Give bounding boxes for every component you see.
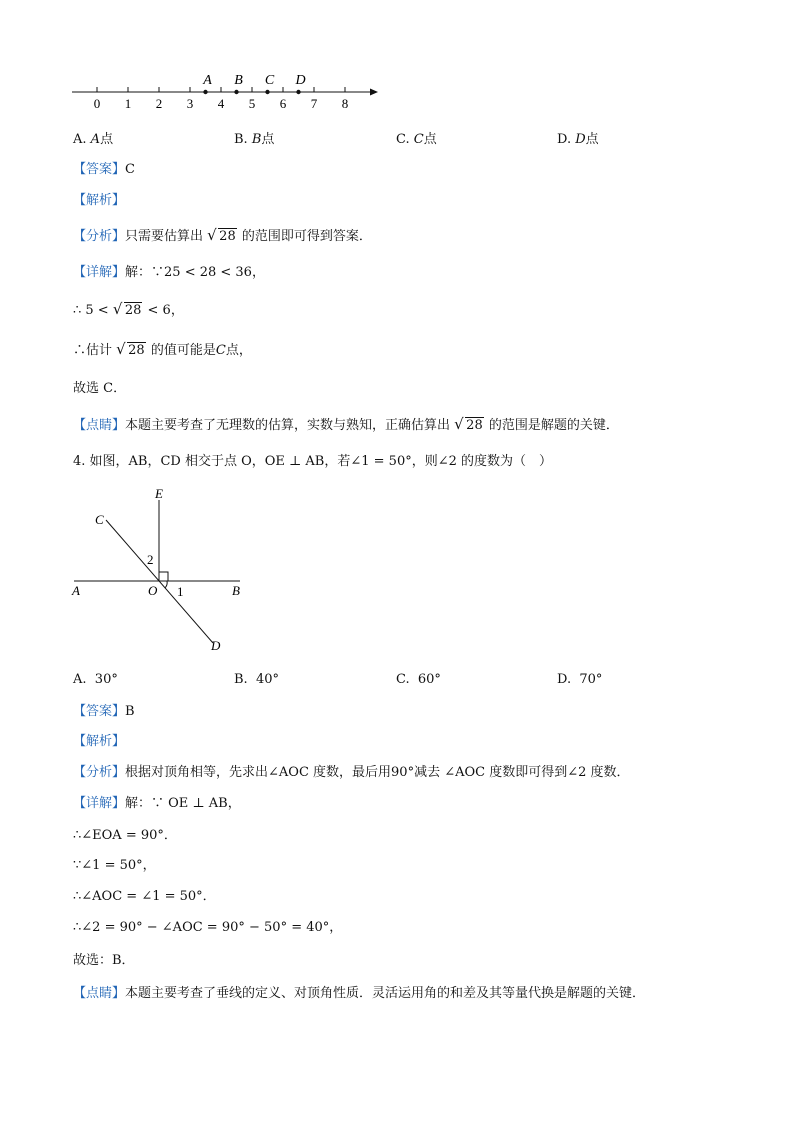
option-text: 40° [255, 672, 279, 687]
solution-text: 解：∵25 < 28 < 36， [125, 265, 265, 280]
q4-stem: 4. 如图，AB，CD 相交于点 O，OE ⊥ AB，若∠1 = 50°，则∠2 的度数为（ ） [73, 454, 553, 469]
label-c: C [95, 512, 104, 527]
q3-option-b[interactable] [234, 131, 274, 149]
sqrt-radicand: 28 [466, 418, 483, 433]
q4-option-d[interactable] [557, 671, 602, 689]
sqrt-radicand: 28 [124, 303, 142, 318]
option-letter: C. [396, 132, 410, 147]
sqrt-expression [455, 417, 484, 435]
option-var: D [575, 132, 586, 147]
option-letter: A. [73, 672, 87, 687]
q3-dianjing [73, 417, 619, 435]
q4-option-a[interactable] [73, 671, 118, 689]
fenxi-text-b: 的范围即可得到答案． [241, 229, 372, 244]
label-o: O [148, 583, 158, 598]
option-letter: A. [73, 132, 87, 147]
option-suffix: 点 [423, 132, 437, 147]
right-angle-mark [159, 572, 168, 581]
label-e: E [155, 486, 163, 501]
dianjing-tag: 【点睛】 [73, 986, 126, 1001]
option-letter: C. [396, 672, 410, 687]
number-line-point-label: B [234, 73, 243, 88]
number-line-tick-label: 1 [124, 96, 132, 111]
option-letter: B. [234, 132, 248, 147]
q4-xiangjie-line2: ∴∠EOA = 90°． [73, 828, 177, 843]
option-var: B [251, 132, 262, 147]
number-line-tick-label: 8 [341, 96, 349, 111]
q4-analysis-tag: 【解析】 [73, 734, 126, 749]
q4-xiangjie-line4: ∴∠AOC = ∠1 = 50°． [73, 889, 216, 904]
fenxi-tag: 【分析】 [73, 765, 126, 780]
q3-xiangjie-line2 [73, 302, 184, 320]
option-text: 70° [579, 672, 603, 687]
q3-xiangjie-line4: 故选 C． [73, 381, 127, 396]
q3-option-c[interactable] [396, 131, 437, 149]
xiangjie-tag: 【详解】 [73, 265, 126, 280]
answer-value: C [125, 162, 135, 177]
number-line-point-label: D [295, 73, 306, 88]
q4-xiangjie-line6: 故选：B． [73, 953, 135, 968]
q3-xiangjie-line3 [73, 342, 252, 360]
number-line-point [203, 90, 207, 94]
label-2: 2 [147, 552, 154, 567]
label-d: D [211, 638, 221, 653]
solution-text-b: 的值可能是 [150, 343, 216, 358]
fenxi-text-a: 只需要估算出 [125, 229, 204, 244]
number-line-arrow [370, 89, 378, 96]
q4-option-b[interactable] [234, 671, 279, 689]
number-line-point-label: C [264, 73, 275, 88]
fenxi-text: 根据对顶角相等，先求出∠AOC 度数，最后用90°减去 ∠AOC 度数即可得到∠2 度数． [125, 765, 630, 780]
q4-dianjing [73, 985, 645, 1003]
q3-answer [73, 161, 135, 179]
fenxi-tag: 【分析】 [73, 229, 126, 244]
sqrt-radicand: 28 [219, 229, 236, 244]
dianjing-text: 本题主要考查了垂线的定义、对顶角性质．灵活运用角的和差及其等量代换是解题的关键． [125, 986, 646, 1001]
number-line-point [234, 90, 238, 94]
number-line-tick-label: 6 [279, 96, 287, 111]
xiangjie-tag: 【详解】 [73, 796, 126, 811]
option-letter: D. [557, 132, 572, 147]
q3-option-a[interactable] [73, 131, 113, 149]
solution-text-b: < 6， [147, 303, 184, 318]
sqrt-expression [117, 342, 146, 360]
q4-xiangjie-line1 [73, 795, 241, 813]
q4-option-c[interactable] [396, 671, 441, 689]
number-line-tick-label: 4 [217, 96, 225, 111]
sqrt-expression [114, 302, 143, 320]
answer-value: B [125, 704, 135, 719]
solution-text-a: ∴ 5 < [73, 303, 109, 318]
option-suffix: 点 [100, 132, 114, 147]
q4-answer [73, 703, 135, 721]
option-text: 60° [417, 672, 441, 687]
q3-xiangjie-line1 [73, 264, 265, 282]
option-letter: D. [557, 672, 572, 687]
q4-xiangjie-line3: ∵∠1 = 50°， [73, 858, 156, 873]
label-1: 1 [177, 584, 184, 599]
q4-fenxi [73, 764, 630, 782]
label-a: A [72, 583, 80, 598]
number-line-tick-label: 3 [186, 96, 194, 111]
option-var: A [90, 132, 101, 147]
geometry-figure [60, 480, 360, 660]
number-line-tick-label: 5 [248, 96, 256, 111]
option-text: 30° [94, 672, 118, 687]
solution-var: C [215, 343, 226, 358]
dianjing-text-a: 本题主要考查了无理数的估算，实数与熟知，正确估算出 [125, 418, 451, 433]
dianjing-tag: 【点睛】 [73, 418, 126, 433]
number-line-tick-label: 0 [93, 96, 101, 111]
answer-tag: 【答案】 [73, 704, 126, 719]
angle-1-arc [165, 581, 167, 588]
number-line-point [265, 90, 269, 94]
label-b: B [232, 583, 240, 598]
solution-text-c: 点， [225, 343, 252, 358]
number-line-tick-label: 7 [310, 96, 318, 111]
dianjing-text-b: 的范围是解题的关键． [488, 418, 619, 433]
q3-fenxi [73, 228, 372, 246]
sqrt-radicand: 28 [128, 343, 145, 358]
number-line-tick-label: 2 [155, 96, 163, 111]
number-line-point [296, 90, 300, 94]
option-suffix: 点 [261, 132, 275, 147]
number-line-point-label: A [203, 73, 212, 88]
option-var: C [413, 132, 424, 147]
solution-text: 解：∵ OE ⊥ AB， [125, 796, 241, 811]
q4-xiangjie-line5: ∴∠2 = 90° − ∠AOC = 90° − 50° = 40°， [73, 920, 343, 935]
sqrt-expression [208, 228, 237, 246]
solution-text-a: ∴估计 [73, 343, 113, 358]
option-letter: B. [234, 672, 248, 687]
q3-analysis-tag: 【解析】 [73, 193, 126, 208]
option-suffix: 点 [585, 132, 599, 147]
answer-tag: 【答案】 [73, 162, 126, 177]
q3-option-d[interactable] [557, 131, 599, 149]
